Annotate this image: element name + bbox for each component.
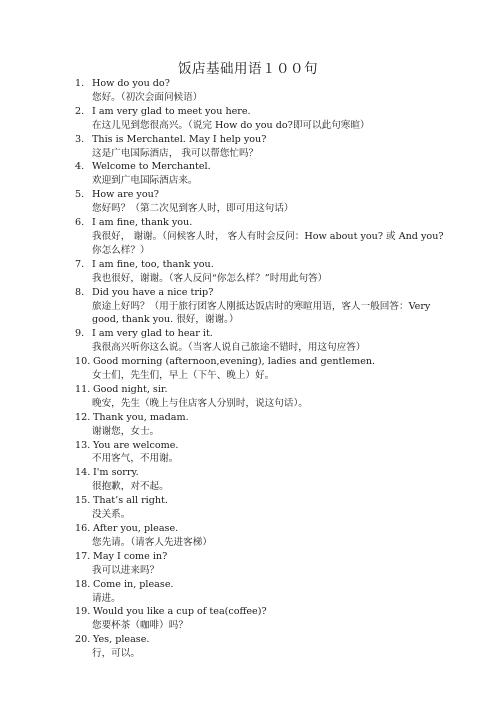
item-number: 11.: [75, 383, 91, 395]
english-phrase: How do you do?: [92, 78, 170, 89]
chinese-translation: 我很高兴听你这么说。（当客人说自己旅途不错时，用这句应答）: [92, 342, 366, 354]
item-number: 16.: [75, 523, 91, 534]
page-title: 饭店基础用语１００句: [178, 61, 318, 77]
list-item: [75, 550, 455, 578]
item-number: 19.: [75, 606, 91, 618]
english-phrase: I am very glad to hear it.: [92, 328, 213, 340]
item-number: 7.: [75, 258, 85, 270]
list-item: [75, 522, 455, 550]
chinese-translation: 我可以进来吗？: [92, 564, 160, 576]
english-phrase: Thank you, madam.: [93, 411, 189, 423]
chinese-translation: 不用客气，不用谢。: [92, 453, 179, 465]
item-number: 9.: [75, 328, 85, 340]
chinese-translation: 您要杯茶（咖啡）吗？: [92, 620, 188, 632]
chinese-translation: 您先请。（请客人先进客梯）: [92, 536, 212, 548]
english-phrase: I am very glad to meet you here.: [92, 105, 251, 117]
chinese-translation: 这是广电国际酒店， 我可以帮您忙吗？: [92, 147, 259, 159]
list-item: [75, 160, 455, 188]
english-phrase: May I come in?: [93, 550, 168, 562]
chinese-translation: 旅途上好吗？（用于旅行团客人刚抵达饭店时的寒暄用语，客人一般回答：Very good, thank you. 很好，谢谢。）: [92, 300, 431, 326]
item-number: 20.: [75, 634, 91, 646]
item-number: 4.: [75, 161, 85, 173]
english-phrase: I am fine, thank you.: [92, 217, 193, 229]
item-number: 5.: [75, 189, 85, 201]
list-item: [75, 286, 455, 328]
phrase-list: [75, 77, 455, 661]
list-item: [75, 133, 455, 161]
english-phrase: Would you like a cup of tea(coffee)?: [93, 606, 267, 618]
item-number: 14.: [75, 467, 91, 479]
chinese-translation: 女士们，先生们，早上（下午、晚上）好。: [92, 370, 275, 382]
chinese-translation: 谢谢您，女士。: [92, 425, 160, 437]
chinese-translation: 我很好， 谢谢。（问候客人时， 客人有时会反问：How about you? 或 And you? 你怎么样？）: [92, 230, 444, 256]
list-item: [75, 258, 455, 286]
list-item: [75, 188, 455, 216]
item-number: 17.: [75, 550, 91, 562]
english-phrase: You are welcome.: [93, 439, 179, 451]
chinese-translation: 请进。: [92, 592, 121, 604]
item-number: 3.: [75, 133, 85, 145]
chinese-translation: 行，可以。: [92, 648, 140, 660]
chinese-translation: 在这儿见到您很高兴。（说完 How do you do?即可以此句寒暄）: [92, 119, 370, 131]
chinese-translation: 我也很好，谢谢。（客人反问“你怎么样？”时用此句答）: [92, 272, 328, 284]
english-phrase: I'm sorry.: [93, 467, 139, 479]
item-number: 15.: [75, 495, 91, 507]
chinese-translation: 没关系。: [92, 509, 131, 521]
english-phrase: Did you have a nice trip?: [92, 286, 214, 298]
item-number: 8.: [75, 286, 85, 298]
list-item: [75, 633, 455, 661]
english-phrase: Good morning (afternoon,evening), ladies and gentlemen.: [93, 356, 376, 368]
item-number: 13.: [75, 439, 91, 451]
list-item: [75, 383, 455, 411]
item-number: 18.: [75, 578, 91, 590]
english-phrase: Come in, please.: [93, 578, 174, 590]
english-phrase: After you, please.: [93, 523, 179, 534]
english-phrase: I am fine, too, thank you.: [92, 258, 214, 270]
item-number: 10.: [75, 356, 91, 368]
english-phrase: Good night, sir.: [93, 383, 168, 395]
list-item: [75, 578, 455, 606]
list-item: [75, 327, 455, 355]
item-number: 2.: [75, 105, 85, 117]
list-item: [75, 77, 455, 105]
english-phrase: This is Merchantel. May I help you?: [92, 133, 267, 145]
english-phrase: How are you?: [92, 189, 159, 201]
english-phrase: That’s all right.: [93, 495, 168, 507]
list-item: [75, 466, 455, 494]
chinese-translation: 您好。（初次会面问候语）: [92, 91, 203, 103]
english-phrase: Yes, please.: [93, 634, 150, 646]
list-item: [75, 105, 455, 133]
chinese-translation: 很抱歉，对不起。: [92, 481, 169, 493]
chinese-translation: 欢迎到广电国际酒店来。: [92, 175, 198, 187]
chinese-translation: 晚安，先生（晚上与住店客人分别时，说这句话）。: [92, 397, 308, 409]
list-item: [75, 355, 455, 383]
item-number: 6.: [75, 217, 85, 229]
english-phrase: Welcome to Merchantel.: [92, 161, 211, 173]
chinese-translation: 您好吗？（第二次见到客人时，即可用这句话）: [92, 203, 294, 215]
item-number: 12.: [75, 411, 91, 423]
list-item: [75, 605, 455, 633]
item-number: 1.: [75, 78, 85, 89]
list-item: [75, 216, 455, 258]
list-item: [75, 494, 455, 522]
list-item: [75, 439, 455, 467]
list-item: [75, 411, 455, 439]
